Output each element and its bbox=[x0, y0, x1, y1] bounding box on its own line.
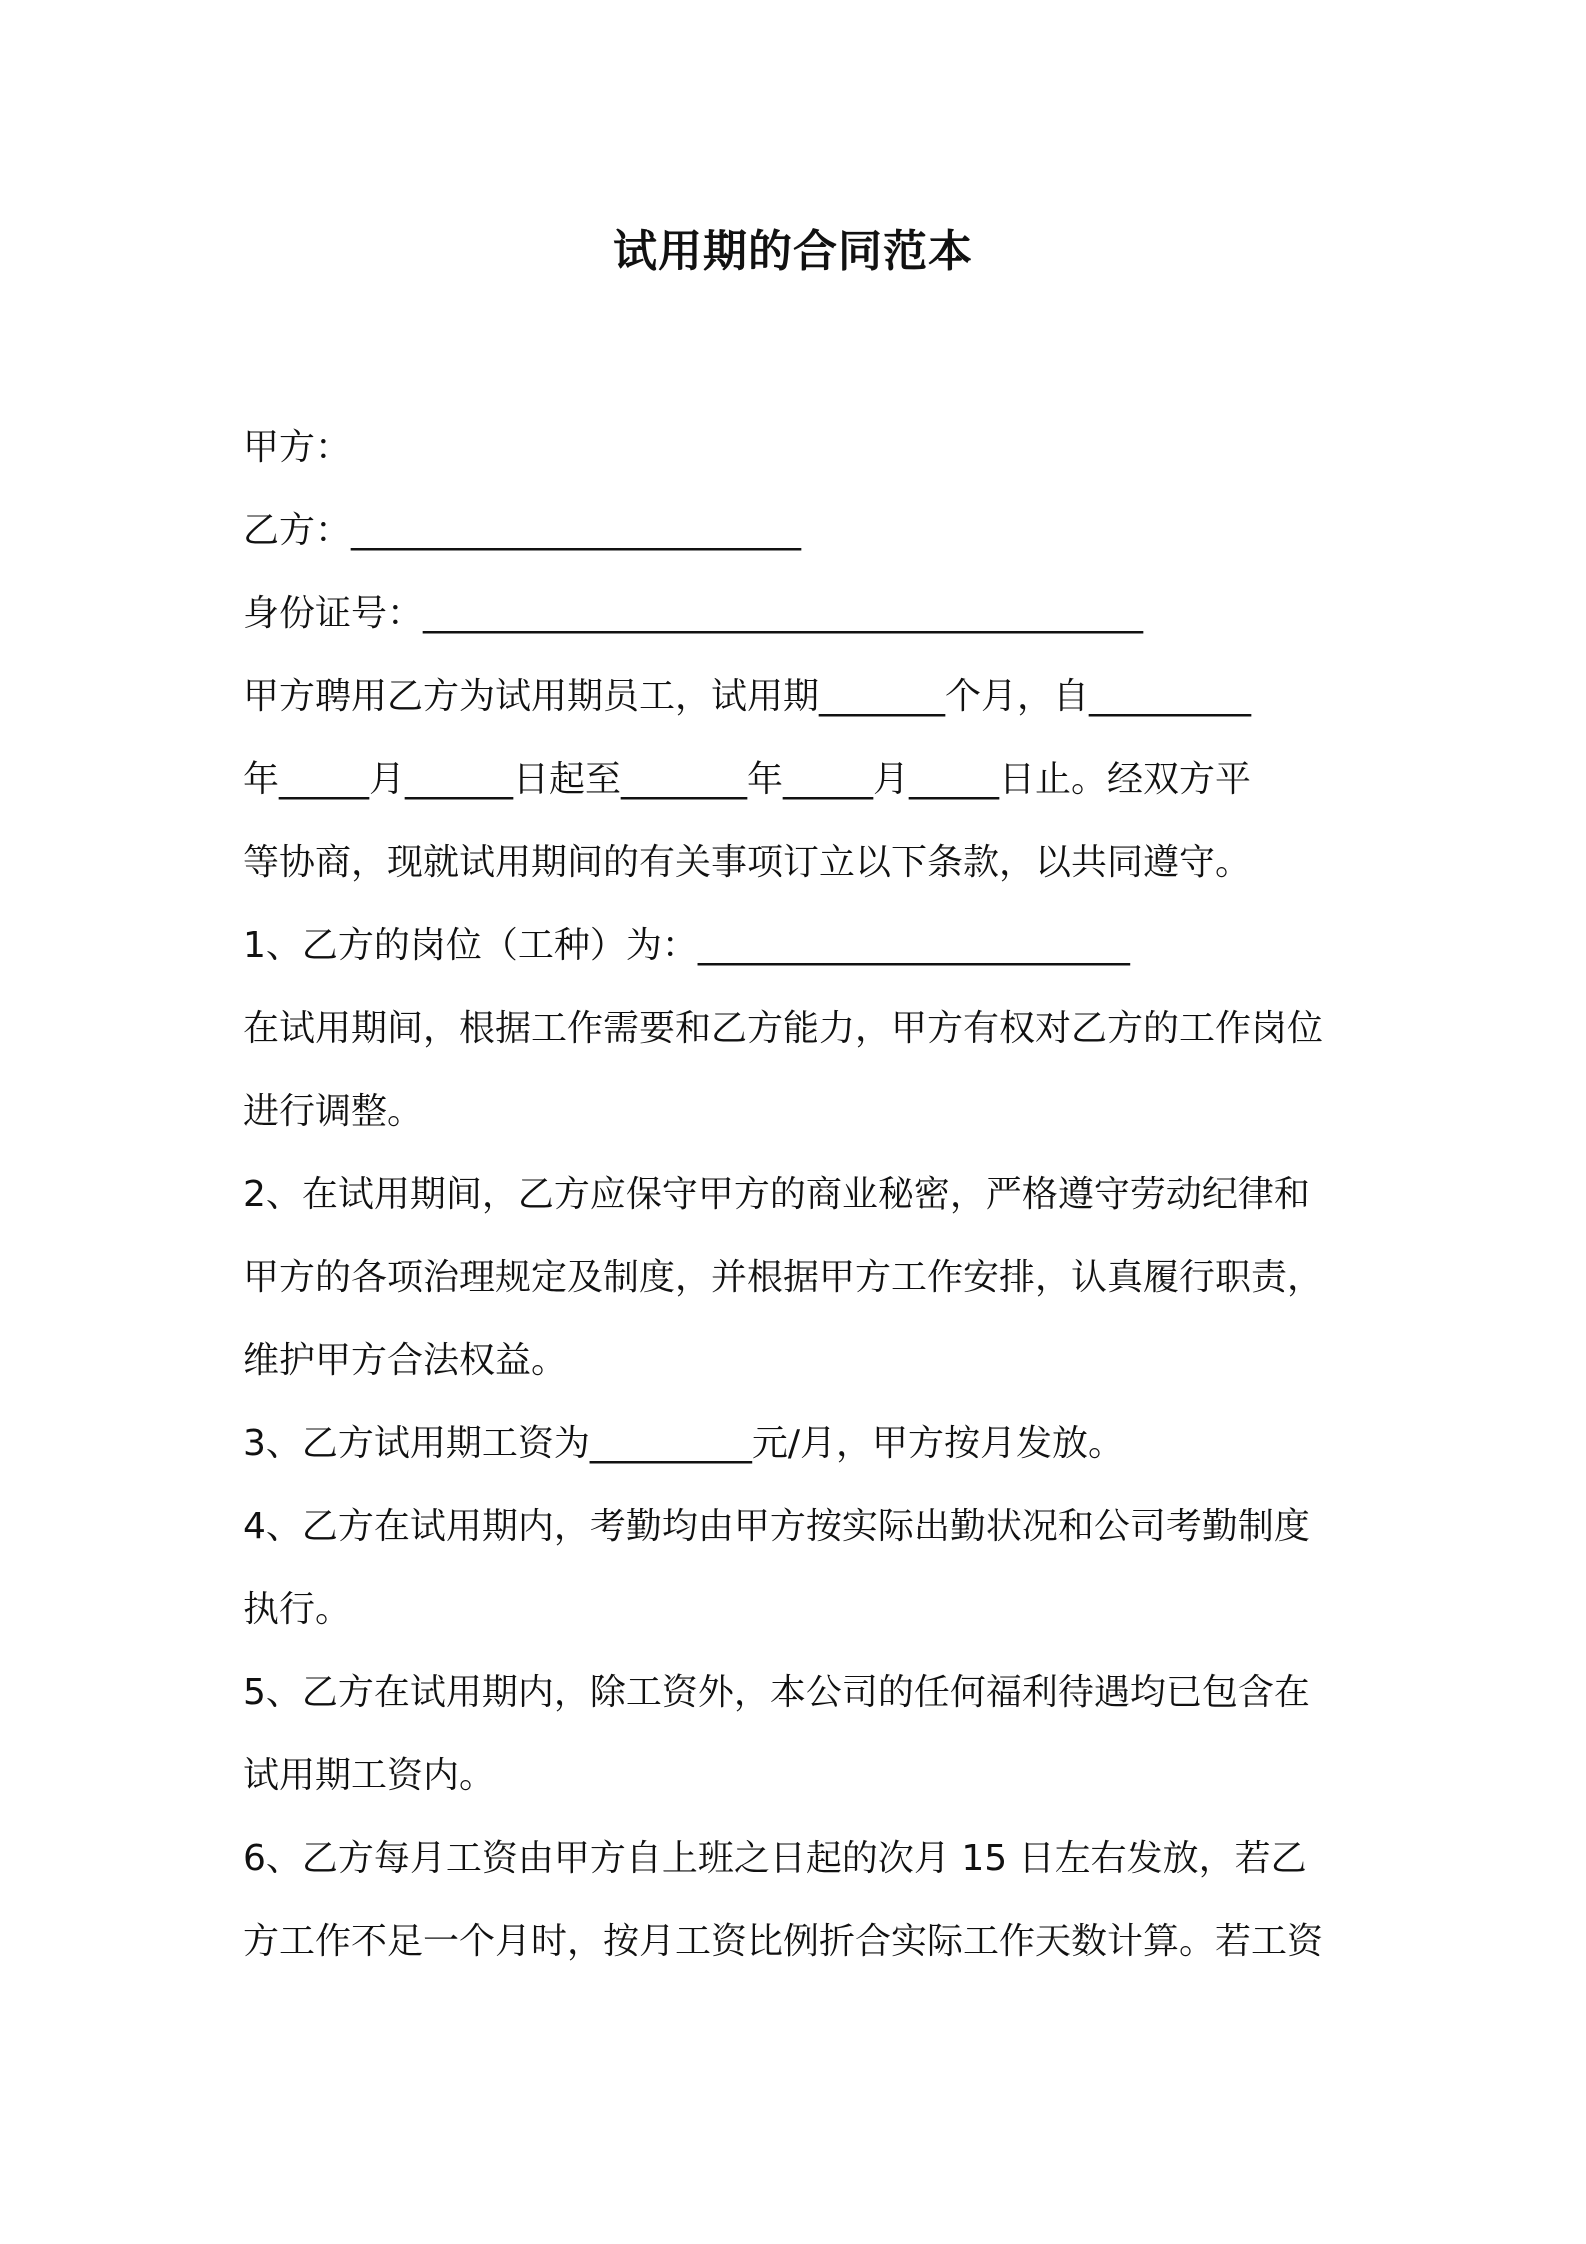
id-number-line: 身份证号：________________________________________ bbox=[243, 593, 1144, 634]
paragraph-line: 执行。 bbox=[243, 1589, 352, 1630]
document-title: 试用期的合同范本 bbox=[613, 226, 973, 277]
paragraph-line: 方工作不足一个月时，按月工资比例折合实际工作天数计算。若工资 bbox=[243, 1921, 1324, 1962]
clause-4-line: 4、乙方在试用期内，考勤均由甲方按实际出勤状况和公司考勤制度 bbox=[243, 1506, 1310, 1547]
paragraph-line: 甲方的各项治理规定及制度，并根据甲方工作安排，认真履行职责， bbox=[243, 1257, 1324, 1298]
paragraph-line: 甲方聘用乙方为试用期员工，试用期_______个月，自_________ bbox=[243, 676, 1252, 717]
paragraph-line: 等协商，现就试用期间的有关事项订立以下条款，以共同遵守。 bbox=[243, 842, 1252, 883]
paragraph-line: 年_____月______日起至_______年_____月_____日止。经双方平 bbox=[243, 759, 1252, 800]
document-body bbox=[243, 406, 1363, 1983]
clause-6-line: 6、乙方每月工资由甲方自上班之日起的次月 15 日左右发放，若乙 bbox=[243, 1838, 1307, 1879]
party-b-line: 乙方：_________________________ bbox=[243, 510, 802, 551]
paragraph-line: 试用期工资内。 bbox=[243, 1755, 496, 1796]
paragraph-line: 维护甲方合法权益。 bbox=[243, 1340, 568, 1381]
paragraph-line: 在试用期间，根据工作需要和乙方能力，甲方有权对乙方的工作岗位 bbox=[243, 1008, 1324, 1049]
clause-2-line: 2、在试用期间，乙方应保守甲方的商业秘密，严格遵守劳动纪律和 bbox=[243, 1174, 1310, 1215]
clause-1-line: 1、乙方的岗位（工种）为：________________________ bbox=[243, 925, 1130, 966]
clause-3-line: 3、乙方试用期工资为_________元/月，甲方按月发放。 bbox=[243, 1423, 1125, 1464]
party-a-line: 甲方： bbox=[243, 427, 352, 468]
clause-5-line: 5、乙方在试用期内，除工资外，本公司的任何福利待遇均已包含在 bbox=[243, 1672, 1310, 1713]
paragraph-line: 进行调整。 bbox=[243, 1091, 424, 1132]
